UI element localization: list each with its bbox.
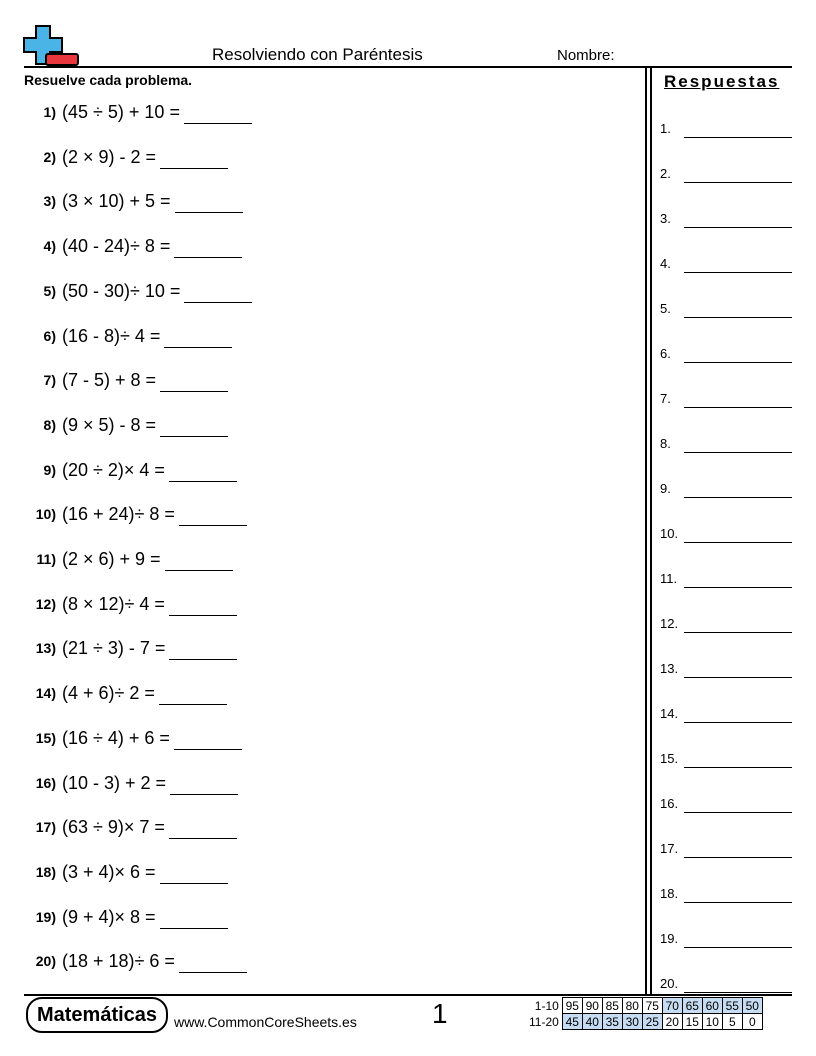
problem-row: [24, 279, 252, 303]
problem-row: [24, 547, 233, 571]
answer-number: 18.: [660, 886, 679, 901]
problem-answer-blank[interactable]: [160, 863, 228, 884]
problem-expression: (9 + 4)× 8 =: [62, 906, 156, 927]
problem-row: [24, 949, 247, 973]
problem-expression: (2 × 9) - 2 =: [62, 146, 157, 167]
answers-divider-right: [650, 68, 652, 995]
problem-number: 8): [43, 416, 56, 433]
problem-row: [24, 815, 237, 839]
score-cell: 95: [562, 998, 582, 1014]
score-cell: 60: [702, 998, 722, 1014]
answer-row: [660, 523, 792, 543]
problem-expression: (50 - 30)÷ 10 =: [62, 280, 181, 301]
answer-line[interactable]: [684, 389, 792, 408]
answer-line[interactable]: [684, 569, 792, 588]
subject-badge: Matemáticas: [26, 997, 168, 1033]
problem-row: [24, 324, 232, 348]
answer-row: [660, 703, 792, 723]
problem-expression: (10 - 3) + 2 =: [62, 772, 167, 793]
answer-number: 19.: [660, 931, 679, 946]
answers-divider-left: [645, 68, 647, 995]
problem-number: 10): [35, 506, 56, 523]
answer-row: [660, 433, 792, 453]
problem-number: 17): [35, 819, 56, 836]
answer-line[interactable]: [684, 524, 792, 543]
answer-number: 4.: [660, 256, 671, 271]
problem-expression: (8 × 12)÷ 4 =: [62, 593, 165, 614]
answer-row: [660, 613, 792, 633]
score-cell: 45: [562, 1014, 582, 1030]
problem-expression: (21 ÷ 3) - 7 =: [62, 638, 166, 659]
answer-line[interactable]: [684, 479, 792, 498]
problem-expression: (45 ÷ 5) + 10 =: [62, 102, 180, 122]
answer-number: 16.: [660, 796, 679, 811]
score-cell: 70: [662, 998, 682, 1014]
answer-line[interactable]: [684, 344, 792, 363]
answer-row: [660, 208, 792, 228]
problem-expression: (9 × 5) - 8 =: [62, 414, 157, 435]
answer-line[interactable]: [684, 794, 792, 813]
problem-answer-blank[interactable]: [169, 461, 237, 482]
site-url: www.CommonCoreSheets.es: [174, 1014, 357, 1030]
answer-number: 20.: [660, 976, 679, 991]
answer-line[interactable]: [684, 164, 792, 183]
score-cell: 35: [602, 1014, 622, 1030]
problem-answer-blank[interactable]: [159, 684, 227, 705]
answer-number: 14.: [660, 706, 679, 721]
answer-line[interactable]: [684, 119, 792, 138]
score-cell: 5: [722, 1014, 742, 1030]
score-cell: 40: [582, 1014, 602, 1030]
problem-answer-blank[interactable]: [175, 192, 243, 213]
score-cell: 80: [622, 998, 642, 1014]
problem-expression: (2 × 6) + 9 =: [62, 549, 161, 569]
answer-number: 10.: [660, 526, 679, 541]
score-cell: 20: [662, 1014, 682, 1030]
problem-row: [24, 905, 228, 929]
problem-row: [24, 189, 243, 213]
problem-expression: (3 × 10) + 5 =: [62, 191, 171, 212]
answer-row: [660, 568, 792, 588]
answer-line[interactable]: [684, 614, 792, 633]
problem-expression: (40 - 24)÷ 8 =: [62, 236, 171, 257]
answer-number: 13.: [660, 661, 679, 676]
problem-number: 7): [43, 372, 56, 389]
problem-row: [24, 502, 247, 526]
answer-row: [660, 163, 792, 183]
problem-number: 12): [35, 595, 56, 612]
answer-line[interactable]: [684, 659, 792, 678]
problem-expression: (4 + 6)÷ 2 =: [62, 683, 155, 704]
problem-number: 13): [35, 640, 56, 657]
problem-expression: (20 ÷ 2)× 4 =: [62, 459, 165, 480]
problem-expression: (7 - 5) + 8 =: [62, 370, 157, 391]
problem-answer-blank[interactable]: [164, 327, 232, 348]
score-cell: 15: [682, 1014, 702, 1030]
problem-answer-blank[interactable]: [160, 371, 228, 392]
answer-number: 12.: [660, 616, 679, 631]
problem-row: [24, 771, 238, 795]
answer-number: 17.: [660, 841, 679, 856]
score-cell: 55: [722, 998, 742, 1014]
problem-number: 3): [43, 193, 56, 210]
problem-number: 9): [43, 461, 56, 478]
header-divider: [24, 66, 792, 68]
problem-expression: (18 + 18)÷ 6 =: [62, 951, 175, 972]
answer-line[interactable]: [684, 434, 792, 453]
score-cell: 25: [642, 1014, 662, 1030]
answer-number: 15.: [660, 751, 679, 766]
answer-line[interactable]: [684, 254, 792, 273]
problem-answer-blank[interactable]: [169, 639, 237, 660]
instructions: Resuelve cada problema.: [24, 72, 193, 88]
problem-answer-blank[interactable]: [170, 774, 238, 795]
answer-line[interactable]: [684, 209, 792, 228]
problem-row: [24, 368, 228, 392]
score-cell: 30: [622, 1014, 642, 1030]
score-row: [527, 998, 762, 1014]
answer-number: 7.: [660, 391, 671, 406]
score-cell: 50: [742, 998, 762, 1014]
answer-row: [660, 478, 792, 498]
footer-divider: [24, 994, 792, 996]
problem-expression: (3 + 4)× 6 =: [62, 861, 156, 882]
answer-row: [660, 793, 792, 813]
problem-number: 6): [43, 327, 56, 344]
answer-row: [660, 388, 792, 408]
problem-expression: (63 ÷ 9)× 7 =: [62, 817, 165, 838]
answer-number: 2.: [660, 166, 671, 181]
problem-answer-blank[interactable]: [169, 818, 237, 839]
answer-number: 8.: [660, 436, 671, 451]
problem-number: 4): [43, 238, 56, 255]
page-number: 1: [432, 998, 448, 1029]
score-cell: 90: [582, 998, 602, 1014]
problem-answer-blank[interactable]: [179, 505, 247, 526]
answer-row: [660, 973, 792, 993]
problem-number: 11): [36, 551, 56, 567]
answer-line[interactable]: [684, 929, 792, 948]
problem-answer-blank[interactable]: [160, 908, 228, 929]
problem-expression: (16 + 24)÷ 8 =: [62, 504, 175, 525]
problem-number: 5): [43, 282, 56, 299]
answer-row: [660, 298, 792, 318]
score-table: [527, 997, 763, 1030]
problem-row: [24, 234, 242, 258]
worksheet-title: Resolviendo con Paréntesis: [212, 45, 423, 64]
problem-row: [24, 636, 237, 660]
name-label: Nombre:: [557, 47, 615, 64]
problem-answer-blank[interactable]: [160, 148, 228, 169]
score-cell: 65: [682, 998, 702, 1014]
answer-number: 5.: [660, 301, 671, 316]
answer-row: [660, 118, 792, 138]
answer-row: [660, 928, 792, 948]
problem-number: 15): [35, 729, 56, 746]
problem-answer-blank[interactable]: [165, 550, 233, 571]
problem-row: [24, 726, 242, 750]
answer-row: [660, 838, 792, 858]
problem-row: [24, 592, 237, 616]
answer-line[interactable]: [684, 704, 792, 723]
answer-line[interactable]: [684, 299, 792, 318]
problem-number: 16): [35, 774, 56, 791]
problem-number: 1): [43, 104, 56, 120]
problem-answer-blank[interactable]: [169, 595, 237, 616]
problem-number: 14): [35, 685, 56, 702]
score-cell: 10: [702, 1014, 722, 1030]
problem-row: [24, 100, 252, 124]
problem-row: [24, 145, 228, 169]
score-row-label: 1-10: [534, 998, 559, 1013]
score-row: [527, 1014, 762, 1030]
problem-answer-blank[interactable]: [184, 103, 252, 124]
problem-expression: (16 ÷ 4) + 6 =: [62, 727, 170, 748]
answer-row: [660, 343, 792, 363]
answer-row: [660, 658, 792, 678]
problem-number: 20): [35, 953, 56, 970]
plus-minus-logo-icon: [22, 24, 80, 68]
answer-line[interactable]: [684, 839, 792, 858]
problem-number: 18): [35, 863, 56, 880]
problem-row: [24, 413, 228, 437]
answer-number: 11.: [660, 571, 678, 586]
answer-line[interactable]: [684, 749, 792, 768]
problem-answer-blank[interactable]: [160, 416, 228, 437]
problem-answer-blank[interactable]: [184, 282, 252, 303]
problem-row: [24, 681, 227, 705]
answer-row: [660, 748, 792, 768]
problem-answer-blank[interactable]: [179, 952, 247, 973]
score-cell: 75: [642, 998, 662, 1014]
score-cell: 85: [602, 998, 622, 1014]
problem-answer-blank[interactable]: [174, 729, 242, 750]
problem-row: [24, 458, 237, 482]
problem-number: 19): [35, 908, 56, 925]
answer-number: 3.: [660, 211, 671, 226]
problem-row: [24, 860, 228, 884]
answer-line[interactable]: [684, 974, 792, 993]
score-cell: 0: [742, 1014, 762, 1030]
problem-number: 2): [43, 148, 56, 165]
answer-number: 1.: [660, 121, 671, 136]
answers-title: Respuestas: [664, 72, 780, 91]
problem-expression: (16 - 8)÷ 4 =: [62, 325, 161, 346]
answer-row: [660, 883, 792, 903]
problem-answer-blank[interactable]: [174, 237, 242, 258]
answer-row: [660, 253, 792, 273]
answer-line[interactable]: [684, 884, 792, 903]
score-row-label: 11-20: [529, 1014, 559, 1029]
answer-number: 6.: [660, 346, 671, 361]
answer-number: 9.: [660, 481, 671, 496]
